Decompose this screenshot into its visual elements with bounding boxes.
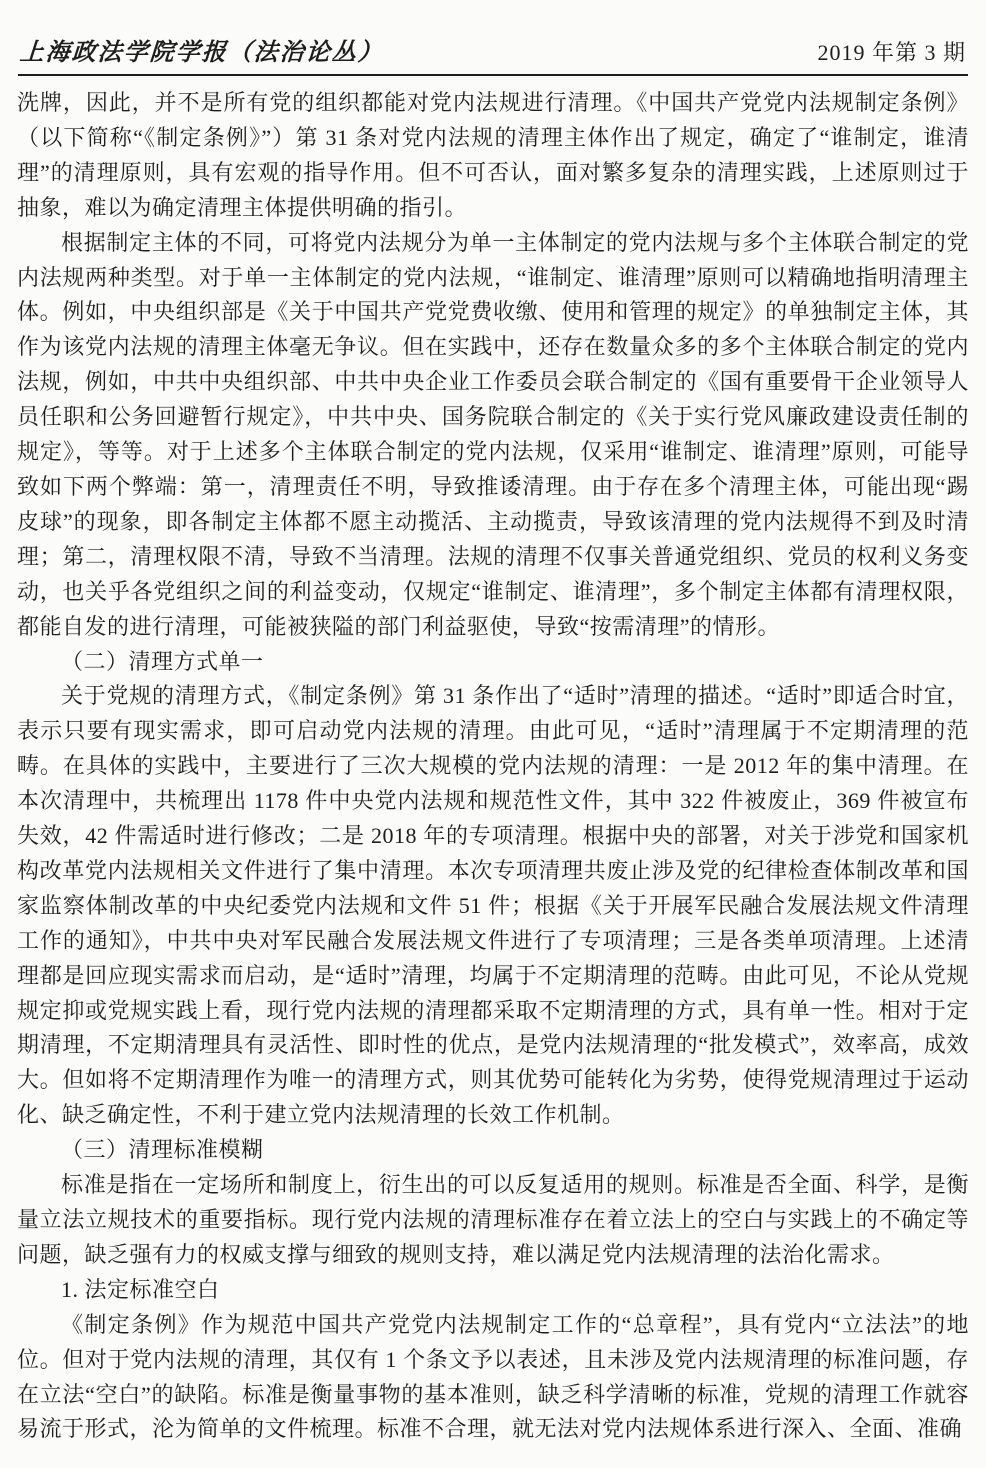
section-subheading: 1. 法定标准空白 <box>61 1276 220 1302</box>
article-body <box>17 86 969 1447</box>
journal-title: 上海政法学院学报（法治论丛） <box>18 40 385 66</box>
body-paragraph: 根据制定主体的不同，可将党内法规分为单一主体制定的党内法规与多个主体联合制定的党内法规两种类型。对于单一主体制定的党内法规，“谁制定、谁清理”原则可以精确地指明清理主体。例如，中央组织部是《关于中国共产党党费收缴、使用和管理的规定》的单独制定主体，其作为该党内法规的清理主体毫无争议。但在实践中，还存在数量众多的多个主体联合制定的党内法规，例如，中共中央组织部、中共中央企业工作委员会联合制定的《国有重要骨干企业领导人员任职和公务回避暂行规定》，中共中央、国务院联合制定的《关于实行党风廉政建设责任制的规定》，等等。对于上述多个主体联合制定的党内法规，仅采用“谁制定、谁清理”原则，可能导致如下两个弊端：第一，清理责任不明，导致推诿清理。由于存在多个清理主体，可能出现“踢皮球”的现象，即各制定主体都不愿主动揽活、主动揽责，导致该清理的党内法规得不到及时清理；第二，清理权限不清，导致不当清理。法规的清理不仅事关普通党组织、党员的权利义务变动，也关乎各党组织之间的利益变动，仅规定“谁制定、谁清理”，多个制定主体都有清理权限，都能自发的进行清理，可能被狭隘的部门利益驱使，导致“按需清理”的情形。 <box>17 229 969 639</box>
header-rule <box>18 74 968 76</box>
body-paragraph: 标准是指在一定场所和制度上，衍生出的可以反复适用的规则。标准是否全面、科学，是衡量立法立规技术的重要指标。现行党内法规的清理标准存在着立法上的空白与实践上的不确定等问题，缺乏强有力的权威支撑与细致的规则支持，难以满足党内法规清理的法治化需求。 <box>17 1172 969 1267</box>
section-subheading: （二）清理方式单一 <box>61 648 264 674</box>
issue-label: 2019 年第 3 期 <box>817 40 966 65</box>
body-paragraph: 关于党规的清理方式，《制定条例》第 31 条作出了“适时”清理的描述。“适时”即适合时宜，表示只要有现实需求，即可启动党内法规的清理。由此可见，“适时”清理属于不定期清理的范畴。在具体的实践中，主要进行了三次大规模的党内法规的清理：一是 2012 年的集中清理。在本次清理中，共梳理出 1178 件中央党内法规和规范性文件，其中 322 件被废止，369 件被宣布失效，42 件需适时进行修改；二是 2018 年的专项清理。根据中央的部署，对关于涉党和国家机构改革党内法规相关文件进行了集中清理。本次专项清理共废止涉及党的纪律检查体制改革和国家监察体制改革的中央纪委党内法规和文件 51 件；根据《关于开展军民融合发展法规文件清理工作的通知》，中共中央对军民融合发展法规文件进行了专项清理；三是各类单项清理。上述清理都是回应现实需求而启动，是“适时”清理，均属于不定期清理的范畴。由此可见，不论从党规规定抑或党规实践上看，现行党内法规的清理都采取不定期清理的方式，具有单一性。相对于定期清理，不定期清理具有灵活性、即时性的优点，是党内法规清理的“批发模式”，效率高，成效大。但如将不定期清理作为唯一的清理方式，则其优势可能转化为劣势，使得党规清理过于运动化、缺乏确定性，不利于建立党内法规清理的长效工作机制。 <box>17 683 969 1128</box>
section-subheading: （三）清理标准模糊 <box>61 1137 264 1163</box>
page-header <box>20 32 966 67</box>
body-paragraph: 洗牌，因此，并不是所有党的组织都能对党内法规进行清理。《中国共产党党内法规制定条例》（以下简称“《制定条例》”）第 31 条对党内法规的清理主体作出了规定，确定了“谁制定，谁清理”的清理原则，具有宏观的指导作用。但不可否认，面对繁多复杂的清理实践，上述原则过于抽象，难以为确定清理主体提供明确的指引。 <box>17 90 970 220</box>
body-paragraph: 《制定条例》作为规范中国共产党党内法规制定工作的“总章程”，具有党内“立法法”的地位。但对于党内法规的清理，其仅有 1 个条文予以表述，且未涉及党内法规清理的标准问题，存在立法“空白”的缺陷。标准是衡量事物的基本准则，缺乏科学清晰的标准，党规的清理工作就容易流于形式，沦为简单的文件梳理。标准不合理，就无法对党内法规体系进行深入、全面、准确 <box>17 1311 969 1442</box>
